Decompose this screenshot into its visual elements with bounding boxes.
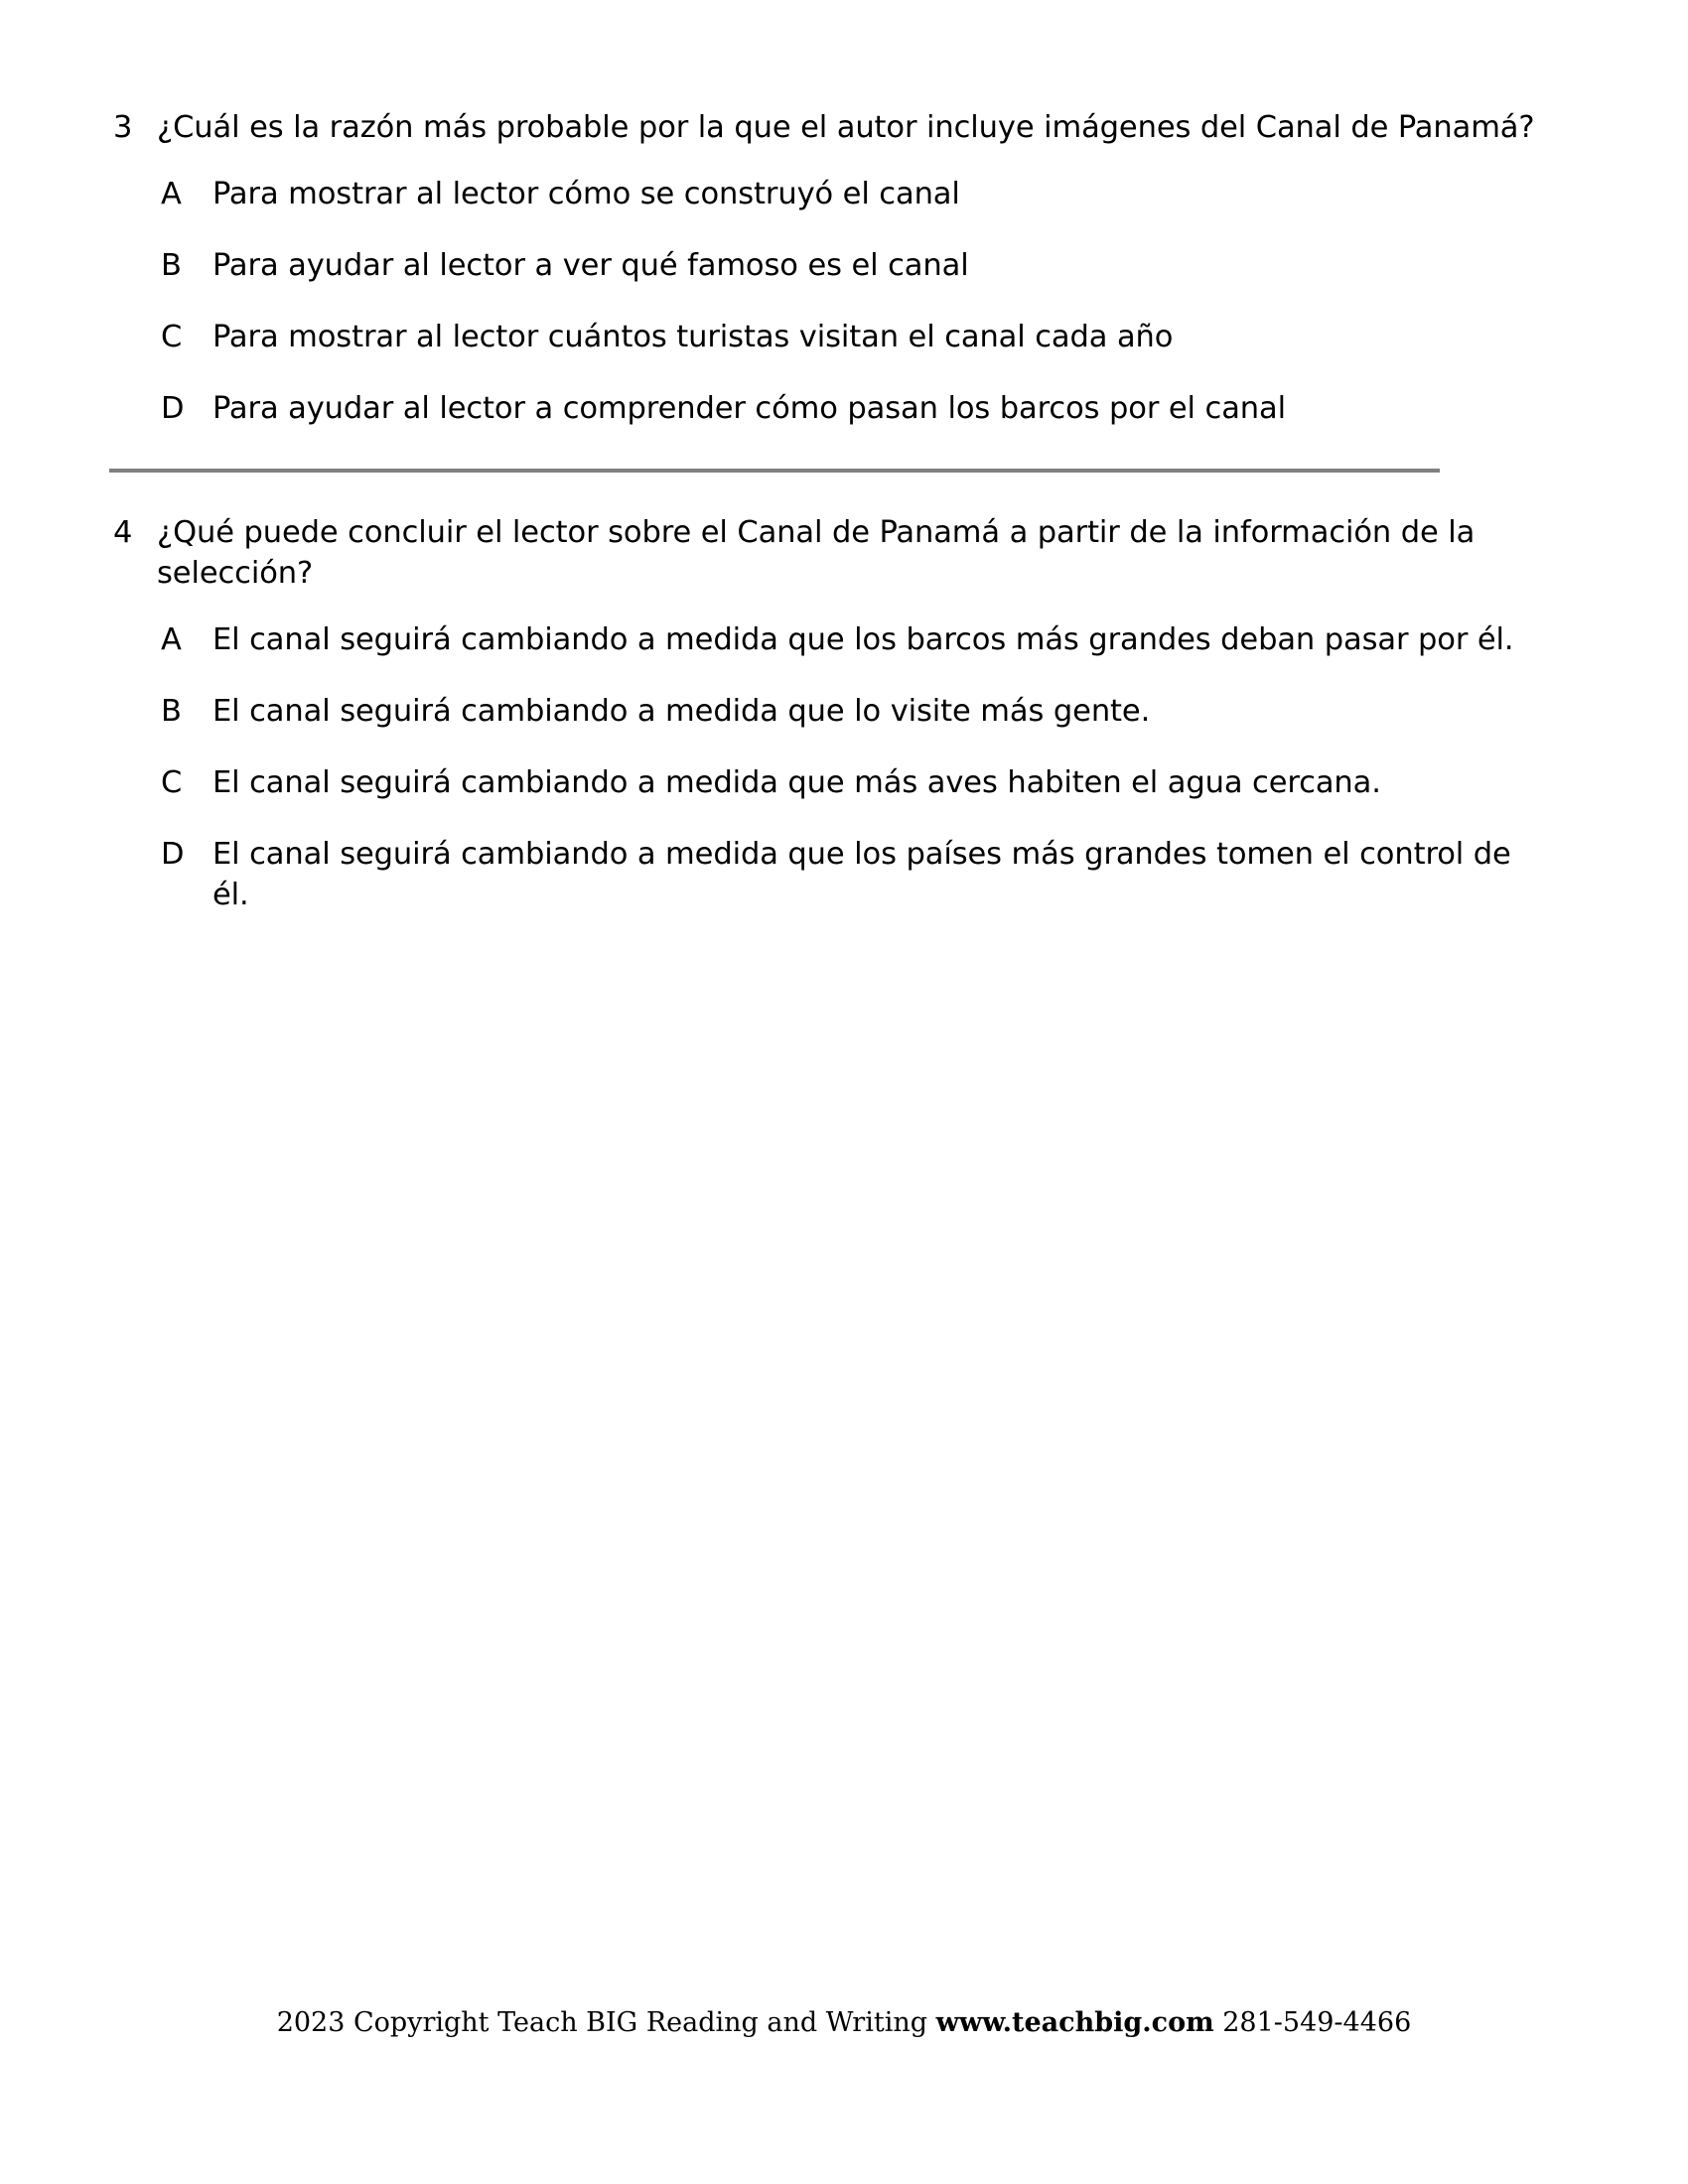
option-text: Para mostrar al lector cómo se construyó el canal [212, 177, 960, 211]
option-row-d[interactable] [109, 834, 1579, 915]
option-letter: C [161, 765, 183, 800]
options-list [109, 174, 1579, 429]
option-row-c[interactable] [109, 762, 1579, 803]
option-row-a[interactable] [109, 619, 1579, 660]
option-letter: B [161, 248, 182, 283]
section-divider-wrap [109, 469, 1579, 473]
option-text: El canal seguirá cambiando a medida que los barcos más grandes deban pasar por él. [212, 622, 1514, 657]
question-stem: ¿Qué puede concluir el lector sobre el Canal de Panamá a partir de la información de la selección? [157, 515, 1476, 591]
option-text: El canal seguirá cambiando a medida que lo visite más gente. [212, 694, 1151, 729]
question-stem: ¿Cuál es la razón más probable por la que el autor incluye imágenes del Canal de Panamá? [157, 110, 1535, 145]
footer-website-url[interactable]: www.teachbig.com [935, 2007, 1214, 2038]
question-number: 3 [113, 110, 133, 145]
footer-copyright-text: 2023 Copyright Teach BIG Reading and Writing [276, 2007, 936, 2038]
option-letter: A [161, 177, 182, 211]
option-row-b[interactable] [109, 691, 1579, 732]
section-divider [109, 469, 1440, 473]
option-text: El canal seguirá cambiando a medida que los países más grandes tomen el control de él. [212, 837, 1511, 912]
option-row-b[interactable] [109, 245, 1579, 286]
option-letter: A [161, 622, 182, 657]
option-letter: B [161, 694, 182, 729]
option-text: Para mostrar al lector cuántos turistas visitan el canal cada año [212, 320, 1174, 354]
options-list [109, 619, 1579, 915]
option-text: Para ayudar al lector a comprender cómo pasan los barcos por el canal [212, 391, 1286, 426]
page-footer [0, 2005, 1688, 2041]
option-text: Para ayudar al lector a ver qué famoso es el canal [212, 248, 969, 283]
option-text: El canal seguirá cambiando a medida que más aves habiten el agua cercana. [212, 765, 1381, 800]
option-row-c[interactable] [109, 317, 1579, 357]
question-block-4 [109, 512, 1579, 915]
option-letter: D [161, 391, 185, 426]
option-row-d[interactable] [109, 388, 1579, 429]
footer-phone-number: 281-549-4466 [1213, 2007, 1412, 2038]
option-row-a[interactable] [109, 174, 1579, 214]
question-stem-row [109, 512, 1579, 594]
question-block-3 [109, 107, 1579, 429]
question-stem-row [109, 107, 1579, 148]
question-number: 4 [113, 515, 133, 550]
questions-container [109, 107, 1579, 946]
option-letter: C [161, 320, 183, 354]
option-letter: D [161, 837, 185, 872]
